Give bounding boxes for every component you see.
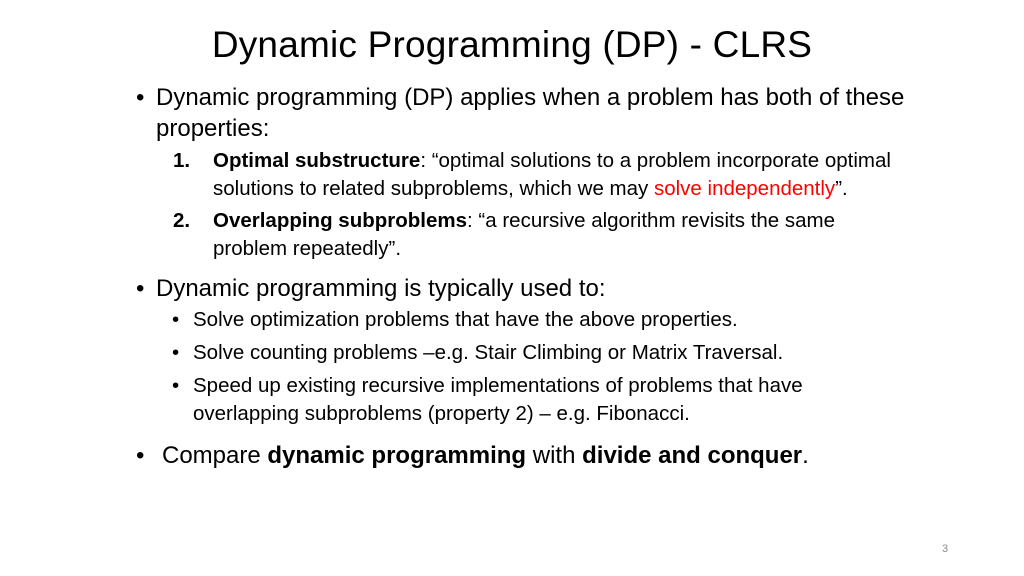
bullet-text: Dynamic programming (DP) applies when a problem has both of these properties: [156, 84, 905, 142]
slide-body [135, 82, 905, 471]
bullet-icon: • [172, 308, 180, 331]
list-number: 1. [173, 149, 191, 172]
bullet-icon: • [136, 84, 145, 111]
slide-title: Dynamic Programming (DP) - CLRS [211, 24, 813, 65]
property-text: : “optimal solutions to a problem incorporate optimal solutions to related subproblems, which we may [213, 149, 891, 200]
property-term: Overlapping subproblems [213, 209, 468, 232]
bullet-icon: • [136, 442, 145, 469]
use-text: Solve counting problems –e.g. Stair Climbing or Matrix Traversal. [193, 341, 784, 364]
bullet-icon: • [172, 341, 180, 364]
highlight-text: solve independently [653, 177, 836, 200]
property-text: : “a recursive algorithm revisits the same problem repeatedly”. [213, 209, 836, 260]
use-text: Speed up existing recursive implementations of problems that have overlapping subproblems (property 2) – e.g. Fibonacci. [193, 374, 803, 425]
bullet-icon: • [172, 374, 180, 397]
page-number: 3 [941, 543, 949, 555]
property-term: Optimal substructure [213, 149, 421, 172]
property-item-optimal-substructure [135, 147, 905, 203]
property-item-overlapping-subproblems [135, 207, 905, 263]
bullet-point-compare [135, 440, 905, 471]
bullet-icon: • [136, 275, 145, 302]
list-number: 2. [173, 209, 191, 232]
bullet-point-dp-uses [135, 273, 905, 304]
property-text-end: ”. [835, 177, 848, 200]
use-item-optimization [135, 306, 905, 334]
compare-middle: with [526, 442, 583, 469]
compare-prefix: Compare [162, 442, 268, 469]
compare-term-dp: dynamic programming [267, 442, 527, 469]
use-text: Solve optimization problems that have the above properties. [193, 308, 738, 331]
bullet-point-dp-properties [135, 82, 905, 144]
compare-suffix: . [802, 442, 809, 469]
bullet-text: Dynamic programming is typically used to: [156, 275, 606, 302]
compare-term-dc: divide and conquer [582, 442, 803, 469]
use-item-speedup [135, 372, 905, 428]
use-item-counting [135, 339, 905, 367]
